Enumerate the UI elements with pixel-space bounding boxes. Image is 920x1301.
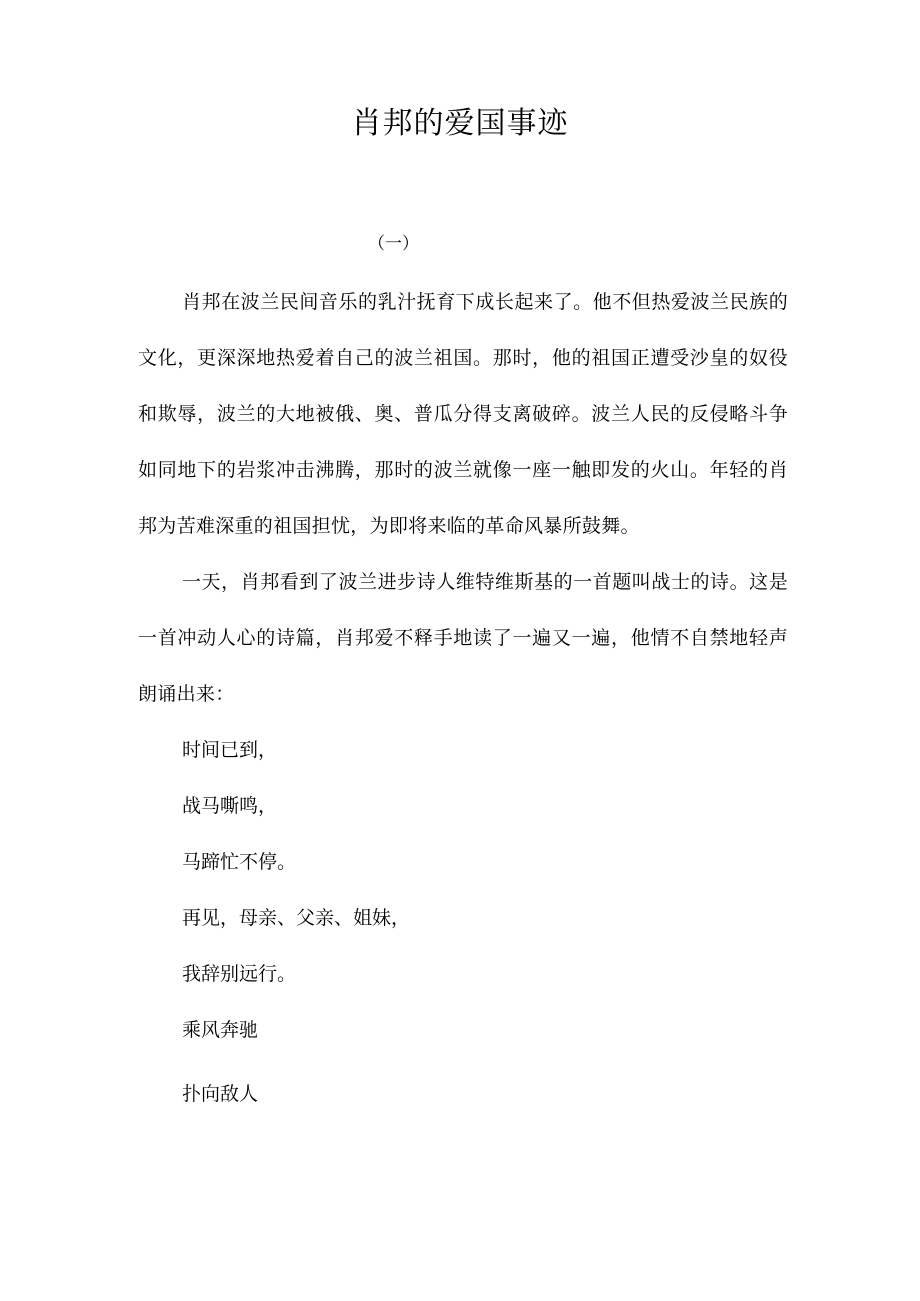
section-heading: （一）	[368, 234, 419, 254]
poem-line: 时间已到，	[182, 739, 278, 761]
paragraph: 一天，肖邦看到了波兰进步诗人维特维斯基的一首题叫战士的诗。这是一首冲动人心的诗篇，肖邦爱不释手地读了一遍又一遍，他情不自禁地轻声朗诵出来：	[138, 571, 788, 705]
poem-line: 马蹄忙不停。	[182, 851, 297, 873]
poem-line: 扑向敌人	[182, 1083, 259, 1105]
poem-line: 我辞别远行。	[182, 963, 297, 985]
paragraph: 肖邦在波兰民间音乐的乳汁抚育下成长起来了。他不但热爱波兰民族的文化，更深深地热爱着自己的波兰祖国。那时，他的祖国正遭受沙皇的奴役和欺辱，波兰的大地被俄、奥、普瓜分得支离破碎。波兰人民的反侵略斗争如同地下的岩浆冲击沸腾，那时的波兰就像一座一触即发的火山。年轻的肖邦为苦难深重的祖国担忧，为即将来临的革命风暴所鼓舞。	[138, 291, 788, 537]
document-title: 肖邦的爱国事迹	[351, 106, 569, 141]
poem-line: 再见，母亲、父亲、姐妹，	[182, 907, 411, 929]
poem-line: 战马嘶鸣，	[182, 795, 278, 817]
poem-line: 乘风奔驰	[182, 1019, 259, 1041]
